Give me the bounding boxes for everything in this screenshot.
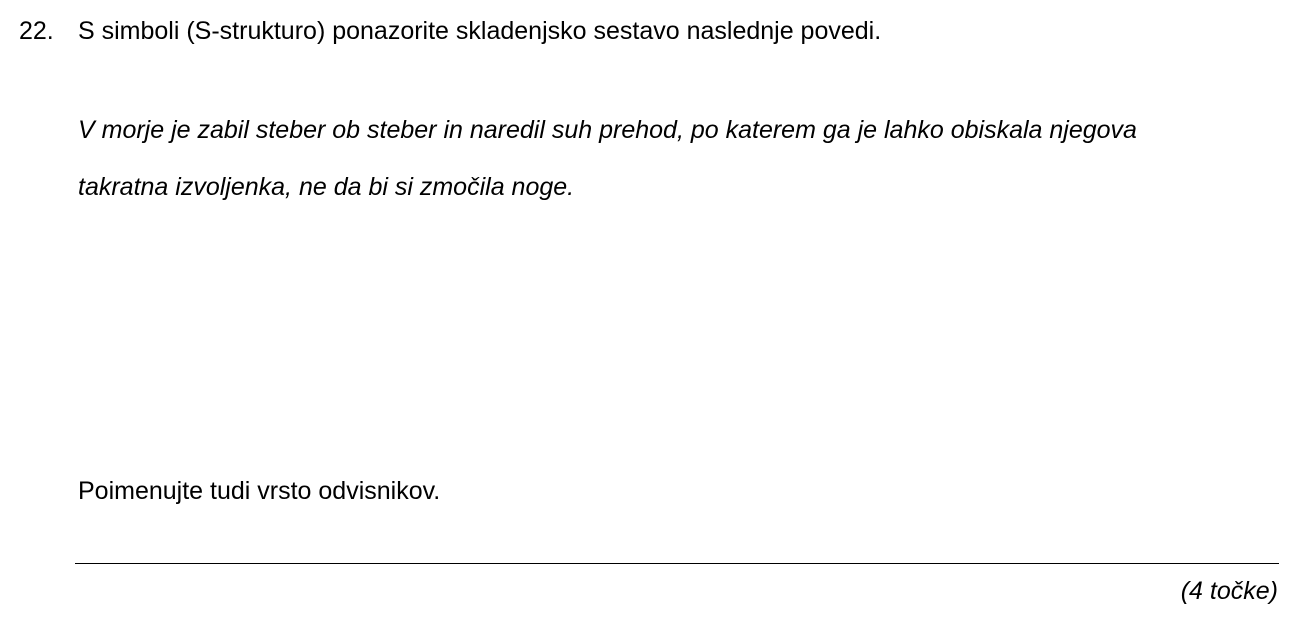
example-sentence-line-1: V morje je zabil steber ob steber in naredil suh prehod, po katerem ga je lahko obiskala njegova	[78, 116, 1137, 144]
example-sentence	[78, 102, 1278, 216]
points-label: (4 točke)	[1180, 577, 1278, 605]
question-number: 22.	[19, 17, 54, 45]
answer-line	[75, 563, 1279, 564]
example-sentence-line-2: takratna izvoljenka, ne da bi si zmočila noge.	[78, 173, 575, 201]
question-prompt: S simboli (S-strukturo) ponazorite skladenjsko sestavo naslednje povedi.	[78, 17, 882, 45]
followup-prompt: Poimenujte tudi vrsto odvisnikov.	[78, 477, 441, 505]
